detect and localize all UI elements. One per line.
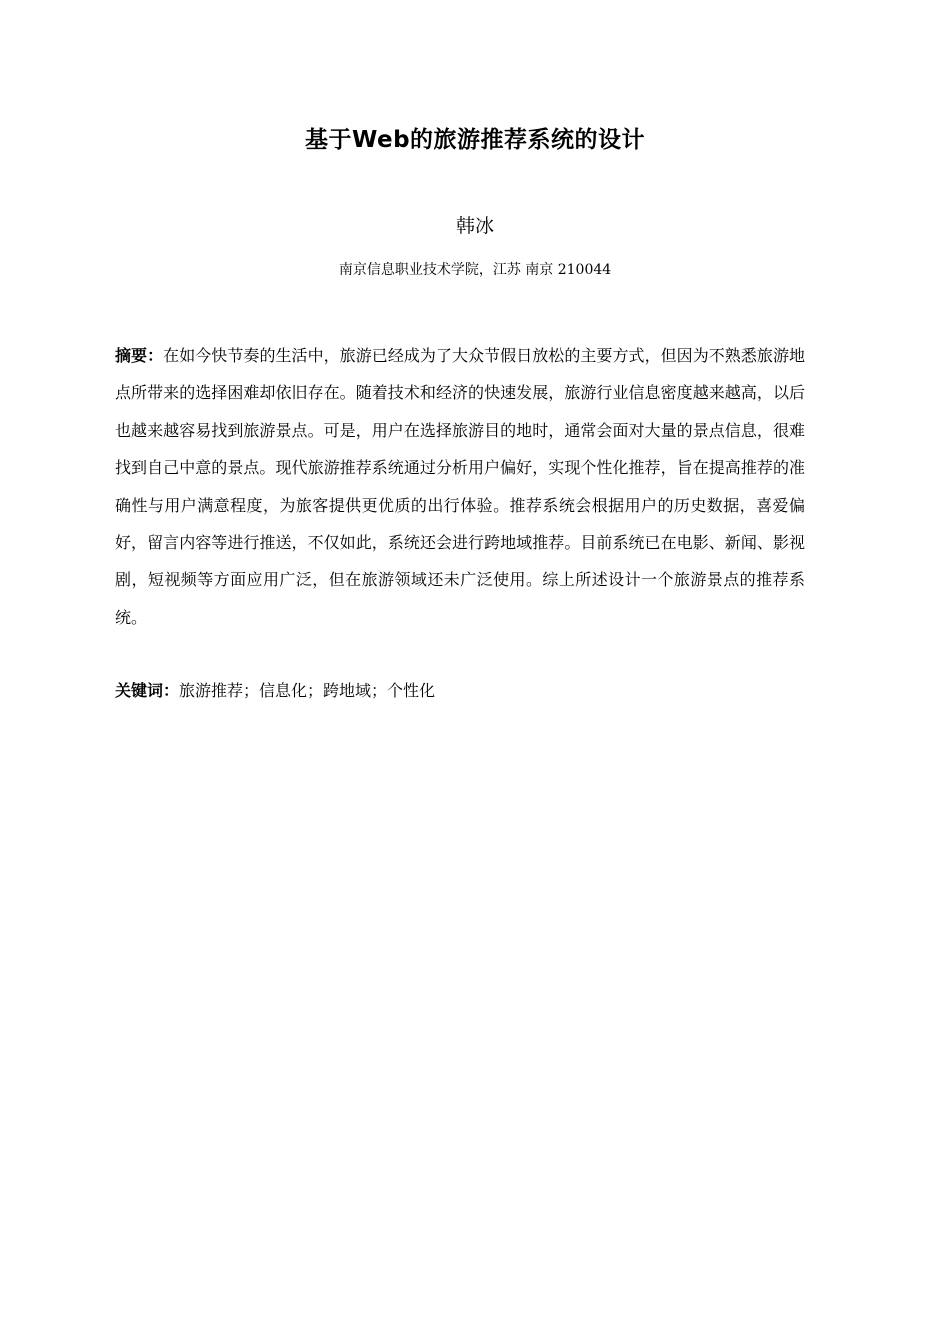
author-affiliation: 南京信息职业技术学院，江苏 南京 210044: [338, 262, 612, 278]
keywords-line: [115, 672, 805, 709]
paper-title: 基于Web的旅游推荐系统的设计: [304, 127, 646, 153]
abstract-text: 在如今快节奏的生活中，旅游已经成为了大众节假日放松的主要方式，但因为不熟悉旅游地点所带来的选择困难却依旧存在。随着技术和经济的快速发展，旅游行业信息密度越来越高，以后也越来越容易找到旅游景点。可是，用户在选择旅游目的地时，通常会面对大量的景点信息，很难找到自己中意的景点。现代旅游推荐系统通过分析用户偏好，实现个性化推荐，旨在提高推荐的准确性与用户满意程度，为旅客提供更优质的出行体验。推荐系统会根据用户的历史数据，喜爱偏好，留言内容等进行推送，不仅如此，系统还会进行跨地域推荐。目前系统已在电影、新闻、影视剧，短视频等方面应用广泛，但在旅游领域还未广泛使用。综上所述设计一个旅游景点的推荐系统。: [115, 346, 805, 627]
abstract-paragraph: [115, 337, 805, 636]
abstract-label: 摘要：: [115, 346, 164, 365]
keywords-label: 关键词：: [115, 681, 180, 700]
keywords-text: 旅游推荐；信息化；跨地域；个性化: [179, 681, 436, 700]
author-name: 韩冰: [455, 215, 494, 237]
